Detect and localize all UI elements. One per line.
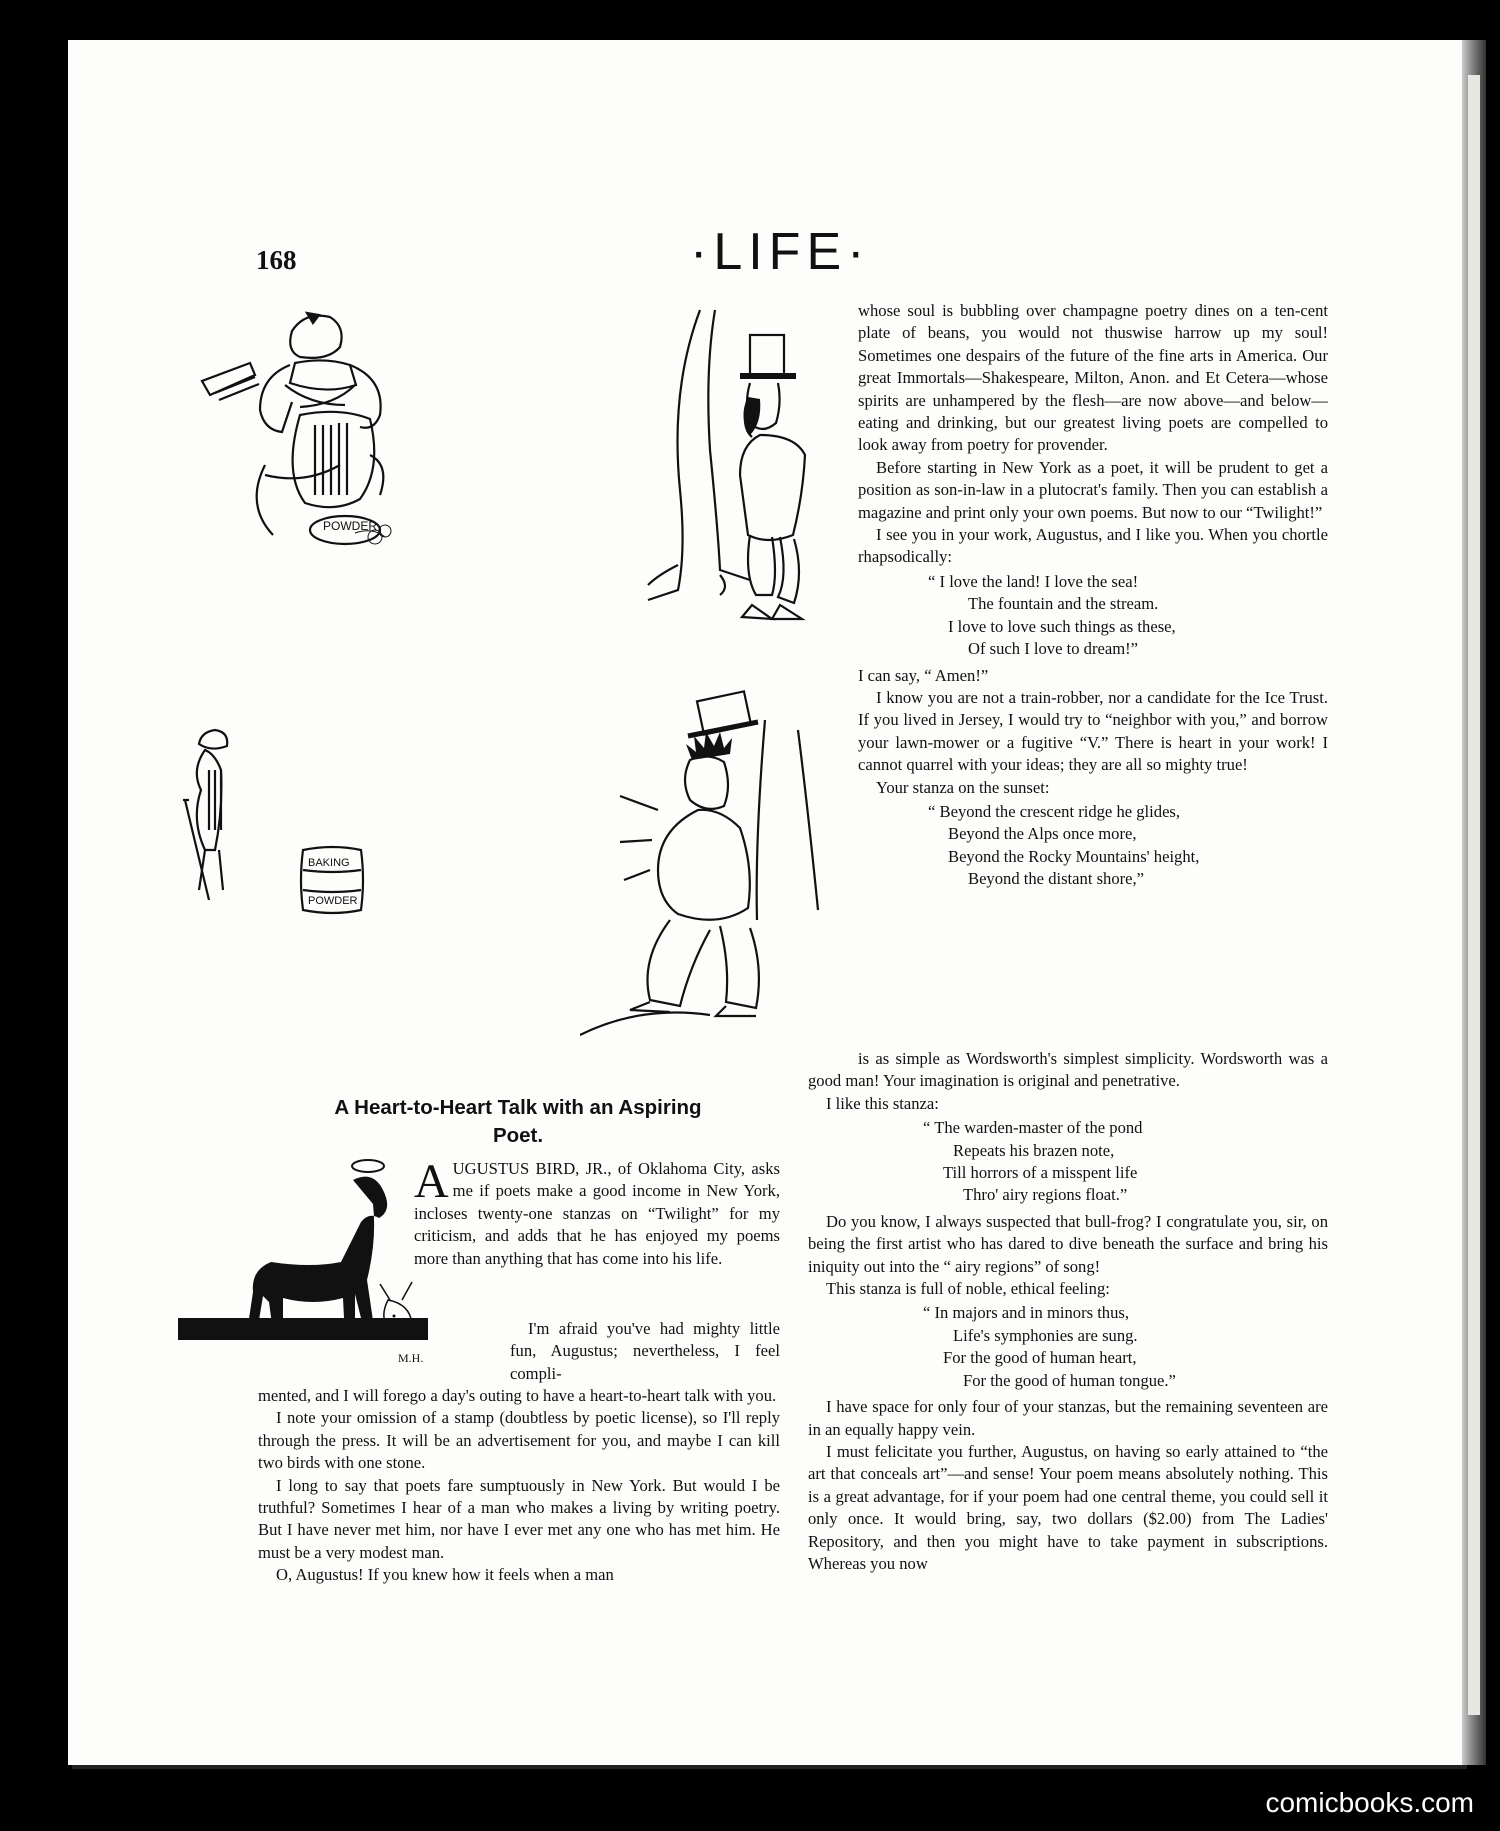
illustration-soldier-with-baking-powder bbox=[175, 720, 395, 920]
page-edge-inner bbox=[1468, 75, 1480, 1715]
stanza-3: “ The warden-master of the pond Repeats his brazen note, Till horrors of a misspent life Thro' airy regions float.” bbox=[923, 1118, 1143, 1205]
article-title: A Heart-to-Heart Talk with an Aspiring Poet. bbox=[334, 1096, 702, 1147]
article-right-paragraph-7: is as simple as Wordsworth's simplest simplicity. Wordsworth was a good man! Your imagination is original and penetrative. bbox=[808, 1049, 1328, 1091]
article-left-wrap bbox=[510, 1318, 780, 1385]
stanza-2: “ Beyond the crescent ridge he glides, Beyond the Alps once more, Beyond the Rocky Mountains' height, Beyond the distant shore,” bbox=[928, 801, 1200, 889]
article-paragraph-5: O, Augustus! If you knew how it feels when a man bbox=[276, 1565, 614, 1585]
dropcap: A bbox=[414, 1155, 449, 1208]
article-right-paragraph-8: I like this stanza: bbox=[826, 1093, 939, 1113]
article-paragraph-4: I long to say that poets fare sumptuously in New York. But would I be truthful? Sometimes I hear of a man who makes a living by writing poetry. But I have never met him, nor have I ever met any one who has met him. He must be a very modest man. bbox=[258, 1475, 780, 1562]
article-right-column-bottom bbox=[808, 1048, 1328, 1575]
watermark: comicbooks.com bbox=[1265, 1787, 1474, 1818]
masthead: ·LIFE· bbox=[690, 223, 871, 281]
article-right-paragraph-2: Before starting in New York as a poet, it will be prudent to get a position as son-in-law in a plutocrat's family. Then you can establish a magazine and print only your own poems. But now to our “Twilight!” bbox=[858, 457, 1328, 522]
illustration-man-behind-tree bbox=[640, 305, 840, 635]
stanza-4: “ In majors and in minors thus, Life's symphonies are sung. For the good of human heart, For the good of human tongue.” bbox=[923, 1303, 1176, 1390]
illustration-startled-man bbox=[580, 690, 850, 1060]
article-right-paragraph-3: I see you in your work, Augustus, and I like you. When you chortle rhapsodically: bbox=[858, 525, 1328, 567]
article-paragraph-2a: I'm afraid you've had mighty little fun, Augustus; nevertheless, I feel compli- bbox=[510, 1319, 780, 1383]
artist-initials: M.H. bbox=[398, 1351, 424, 1365]
article-paragraph-1: AUGUSTUS BIRD, JR., of Oklahoma City, asks me if poets make a good income in New York, incloses twenty-one stanzas on “Twilight” for my criticism, and adds that he has enjoyed my poems more than anything that has come into his life. bbox=[414, 1155, 780, 1268]
page-number: 168 bbox=[256, 245, 297, 275]
article-right-paragraph-11: I have space for only four of your stanzas, but the remaining seventeen are in an equally happy vein. bbox=[808, 1397, 1328, 1439]
illustration-soldier-with-umbrella bbox=[195, 305, 425, 560]
article-right-paragraph-5: I know you are not a train-robber, nor a candidate for the Ice Trust. If you lived in Jersey, I would try to “neighbor with you,” and borrow your lawn-mower or a fugitive “V.” There is heart in your work! I cannot quarrel with your ideas; they are all so mighty true! bbox=[858, 687, 1328, 775]
illustration-horse-and-bird bbox=[178, 1150, 428, 1375]
powder-barrel-label: POWDER bbox=[323, 519, 377, 533]
article-paragraph-2b: mented, and I will forego a day's outing to have a heart-to-heart talk with you. bbox=[258, 1386, 777, 1405]
article-left-intro bbox=[414, 1155, 780, 1270]
article-right-column-top bbox=[858, 300, 1328, 895]
article-right-paragraph-1: whose soul is bubbling over champagne poetry dines on a ten-cent plate of beans, you would not thuswise harrow up my soul! Sometimes one despairs of the future of the fine arts in America. Our great Immortals—Shakespeare, Milton, Anon. and Et Cetera—whose spirits are unhampered by the flesh—are now above—and below—eating and drinking, but our greatest living poets are compelled to look away from poetry for provender. bbox=[858, 301, 1328, 455]
article-right-paragraph-9: Do you know, I always suspected that bull-frog? I congratulate you, sir, on being the first artist who has dared to dive beneath the surface and bring his iniquity out into the “ airy regions” of song! bbox=[808, 1211, 1328, 1276]
article-right-paragraph-12: I must felicitate you further, Augustus, on having so early attained to “the art that conceals art”—and sense! Your poem means absolutely nothing. This is a great advantage, for if your poem had one central theme, you could sell it only once. It would bring, say, two dollars ($2.00) from The Ladies' Repository, and then you might have to take payment in subscriptions. Whereas you now bbox=[808, 1441, 1328, 1573]
article-right-paragraph-6: Your stanza on the sunset: bbox=[876, 777, 1050, 797]
stanza-1: “ I love the land! I love the sea! The fountain and the stream. I love to love such things as these, Of such I love to dream!” bbox=[928, 571, 1176, 659]
article-left-column bbox=[258, 1385, 780, 1587]
baking-label: BAKING bbox=[308, 857, 350, 869]
article-paragraph-3: I note your omission of a stamp (doubtless by poetic license), so I'll reply through the press. It will be an advertisement for you, and maybe I can kill two birds with one stone. bbox=[258, 1408, 780, 1473]
article-right-paragraph-10: This stanza is full of noble, ethical feeling: bbox=[826, 1279, 1110, 1299]
article-right-paragraph-4: I can say, “ Amen!” bbox=[858, 665, 989, 685]
powder-label: POWDER bbox=[308, 895, 358, 907]
